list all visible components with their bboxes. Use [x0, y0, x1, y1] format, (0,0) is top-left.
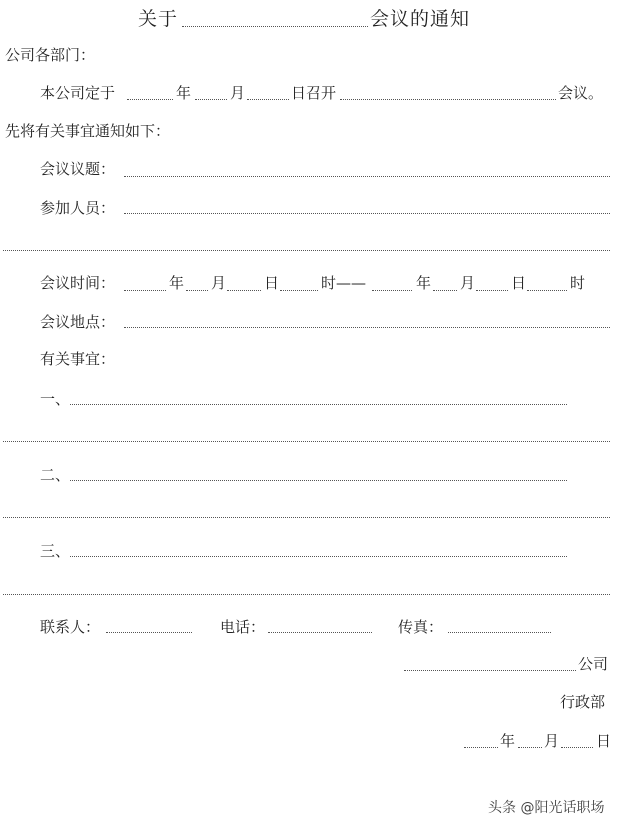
notice-line: 先将有关事宜通知如下：	[5, 122, 171, 140]
intro-year-blank[interactable]	[127, 99, 173, 100]
time-end-year-blank[interactable]	[372, 290, 412, 291]
item-3-blank-2[interactable]	[3, 594, 610, 595]
intro-meeting-name-blank[interactable]	[340, 99, 556, 100]
time-start-year-blank[interactable]	[124, 290, 166, 291]
phone-blank[interactable]	[268, 632, 372, 633]
time-end-month-blank[interactable]	[433, 290, 457, 291]
signature-year-label: 年	[500, 732, 516, 750]
location-blank[interactable]	[124, 327, 610, 328]
contact-person-label: 联系人：	[40, 618, 101, 636]
item-3-blank[interactable]	[70, 556, 567, 557]
time-start-hour-blank[interactable]	[280, 290, 318, 291]
time-start-year-label: 年	[169, 274, 185, 292]
signature-day-blank[interactable]	[561, 747, 593, 748]
intro-month-blank[interactable]	[195, 99, 227, 100]
intro-lead: 本公司定于	[40, 84, 116, 102]
item-2-blank-2[interactable]	[3, 517, 610, 518]
time-end-hour-blank[interactable]	[527, 290, 567, 291]
signature-company-label: 公司	[578, 655, 609, 673]
contact-person-blank[interactable]	[106, 632, 192, 633]
attendees-label: 参加人员：	[40, 199, 116, 217]
item-2-label: 二、	[40, 466, 71, 484]
watermark-text: 头条 @阳光话职场	[488, 800, 605, 816]
item-3-label: 三、	[40, 542, 71, 560]
time-end-month-label: 月	[460, 274, 476, 292]
time-start-month-label: 月	[211, 274, 227, 292]
title-suffix: 会议的通知	[370, 8, 471, 30]
fax-label: 传真：	[398, 618, 444, 636]
fax-blank[interactable]	[448, 632, 551, 633]
time-start-month-blank[interactable]	[186, 290, 208, 291]
item-1-blank-2[interactable]	[3, 441, 610, 442]
time-label: 会议时间：	[40, 274, 116, 292]
intro-day-hold-label: 日召开	[291, 84, 337, 102]
title-prefix: 关于	[138, 8, 179, 30]
signature-year-blank[interactable]	[464, 747, 498, 748]
signature-day-label: 日	[596, 732, 612, 750]
intro-year-label: 年	[176, 84, 192, 102]
signature-month-label: 月	[544, 732, 560, 750]
time-end-year-label: 年	[416, 274, 432, 292]
time-start-day-blank[interactable]	[227, 290, 261, 291]
topic-label: 会议议题：	[40, 160, 116, 178]
attendees-blank-2[interactable]	[3, 250, 610, 251]
salutation: 公司各部门：	[5, 46, 96, 64]
signature-month-blank[interactable]	[518, 747, 542, 748]
related-label: 有关事宜：	[40, 350, 116, 368]
time-end-day-blank[interactable]	[476, 290, 508, 291]
signature-department: 行政部	[560, 693, 606, 711]
time-start-day-label: 日	[264, 274, 280, 292]
time-end-day-label: 日	[511, 274, 527, 292]
signature-company-blank[interactable]	[404, 670, 576, 671]
intro-day-blank[interactable]	[247, 99, 289, 100]
time-start-hour-label: 时——	[321, 274, 367, 292]
intro-meeting-end: 会议。	[558, 84, 604, 102]
time-end-hour-label: 时	[570, 274, 586, 292]
title-meeting-name-blank[interactable]	[182, 26, 368, 27]
item-1-blank[interactable]	[70, 404, 567, 405]
phone-label: 电话：	[220, 618, 266, 636]
intro-month-label: 月	[230, 84, 246, 102]
attendees-blank[interactable]	[124, 213, 610, 214]
item-2-blank[interactable]	[70, 480, 567, 481]
item-1-label: 一、	[40, 390, 71, 408]
topic-blank[interactable]	[124, 176, 610, 177]
location-label: 会议地点：	[40, 313, 116, 331]
